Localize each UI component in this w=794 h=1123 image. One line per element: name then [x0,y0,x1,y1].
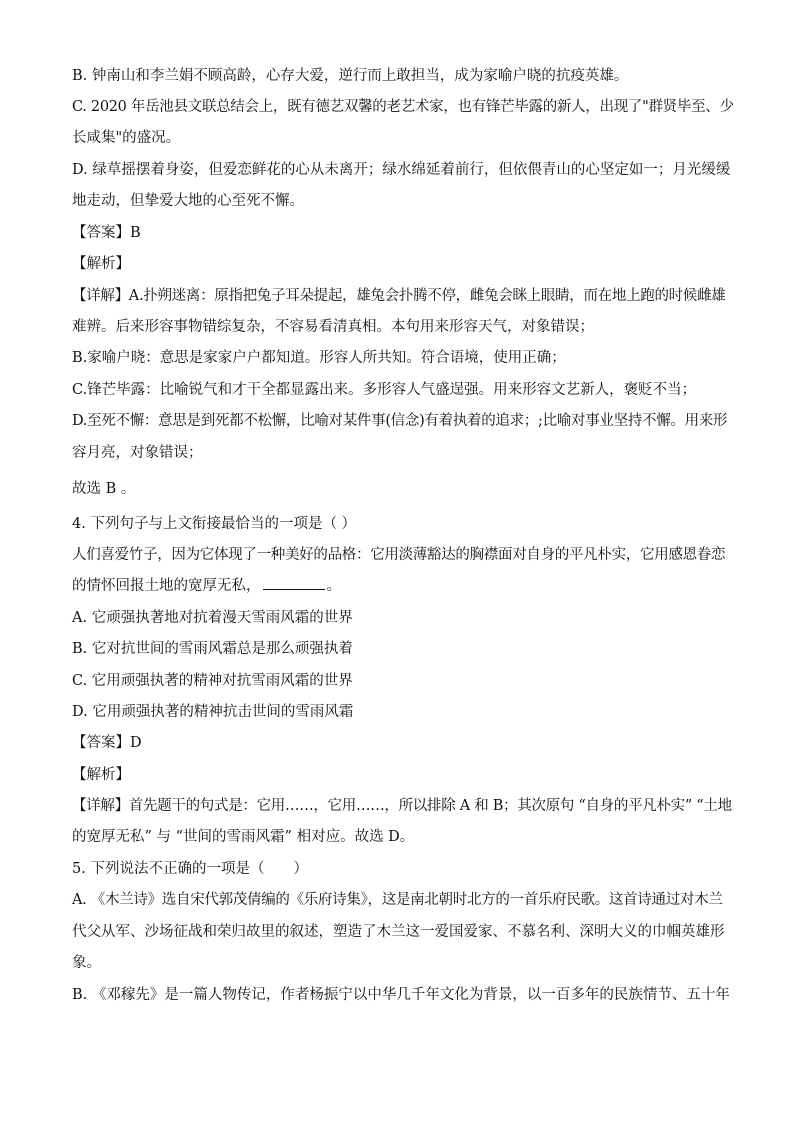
detail-q4-line-2: 的宽厚无私” 与 “世间的雪雨风霜” 相对应。故选 D。 [72,829,415,845]
question-5-title: 5. 下列说法不正确的一项是（ ） [72,861,308,877]
detail-q4-line-1: 【详解】首先题干的句式是：它用……，它用……，所以排除 A 和 B；其次原句 “自身的平凡朴实” “土地 [72,798,732,814]
answer-blank [263,577,325,590]
stem-text: 的情怀回报土地的宽厚无私， [72,578,261,594]
analysis-label-q3: 【解析】 [72,256,130,272]
answer-label-q4: 【答案】D [72,735,142,751]
question-5-option-a-1: A. 《木兰诗》选自宋代郭茂倩编的《乐府诗集》，这是南北朝时北方的一首乐府民歌。这首诗通过对木兰 [72,892,723,908]
option-d-line-2: 地走动，但挚爱大地的心至死不懈。 [72,193,304,209]
conclusion-q3: 故选 B 。 [72,481,136,497]
detail-line-6: 容月亮，对象错误； [72,445,203,461]
option-c-line-2: 长咸集"的盛况。 [72,130,181,146]
question-4-option-a: A. 它顽强执著地对抗着漫天雪雨风霜的世界 [72,610,353,626]
option-b-line: B. 钟南山和李兰娟不顾高龄，心存大爱，逆行而上敢担当，成为家喻户晓的抗疫英雄。 [72,68,629,84]
question-4-option-b: B. 它对抗世间的雪雨风霜总是那么顽强执着 [72,641,353,657]
question-4-stem-1: 人们喜爱竹子，因为它体现了一种美好的品格：它用淡薄豁达的胸襟面对自身的平凡朴实，它用感恩眷恋 [72,547,726,563]
detail-line-4: C.锋芒毕露：比喻锐气和才干全都显露出来。多形容人气盛逞强。用来形容文艺新人，褒贬不当； [72,382,697,398]
question-4-stem-2 [72,576,732,596]
stem-period: 。 [326,578,341,594]
detail-line-1: 【详解】A.扑朔迷离：原指把兔子耳朵提起，雄兔会扑腾不停，雌兔会眯上眼睛，而在地上跑的时候雌雄 [72,288,726,304]
question-4-option-c: C. 它用顽强执著的精神对抗雪雨风霜的世界 [72,673,353,689]
question-4-title: 4. 下列句子与上文衔接最恰当的一项是（ ） [72,516,357,532]
question-5-option-a-3: 象。 [72,955,101,971]
detail-line-2: 难辨。后来形容事物错综复杂，不容易看清真相。本句用来形容天气，对象错误； [72,319,594,335]
answer-label-q3: 【答案】B [72,225,141,241]
detail-line-5: D.至死不懈：意思是到死都不松懈，比喻对某件事(信念)有着执着的追求；;比喻对事业坚持不懈。用来形 [72,413,728,429]
analysis-label-q4: 【解析】 [72,767,130,783]
question-4-option-d: D. 它用顽强执著的精神抗击世间的雪雨风霜 [72,704,354,720]
question-5-option-a-2: 代父从军、沙场征战和荣归故里的叙述，塑造了木兰这一爱国爱家、不慕名利、深明大义的巾帼英雄形 [72,924,725,940]
option-d-line-1: D. 绿草摇摆着身姿，但爱恋鲜花的心从未离开；绿水绵延着前行，但依偎青山的心坚定如一；月光缓缓 [72,162,731,178]
option-c-line-1: C. 2020 年岳池县文联总结会上，既有德艺双馨的老艺术家，也有锋芒毕露的新人，出现了"群贤毕至、少 [72,99,734,115]
detail-line-3: B.家喻户晓：意思是家家户户都知道。形容人所共知。符合语境，使用正确； [72,350,566,366]
question-5-option-b-1: B. 《邓稼先》是一篇人物传记，作者杨振宁以中华几千年文化为背景，以一百多年的民族情节、五十年 [72,987,730,1003]
